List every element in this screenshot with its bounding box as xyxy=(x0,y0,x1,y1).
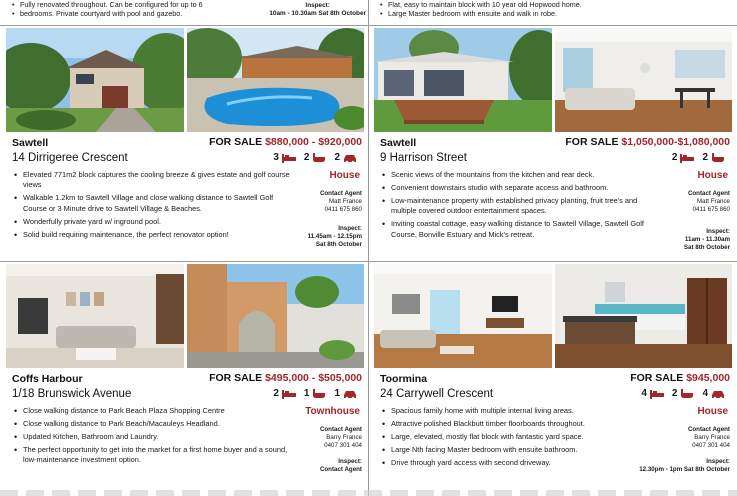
contact-label: Contact Agent xyxy=(687,426,730,433)
inspect-label: Inspect: xyxy=(338,225,362,232)
row-divider-top xyxy=(0,25,737,26)
inspect-day: Sat 8th October xyxy=(683,244,730,251)
listing-bullet: • Convenient downstairs studio with separate access and bathroom. xyxy=(380,183,658,193)
listing-suburb: Sawtell xyxy=(380,137,417,149)
for-sale-label: FOR SALE xyxy=(630,372,684,384)
agent-phone[interactable]: 0411 675 860 xyxy=(324,206,362,213)
top-right-bullet: • Flat, easy to maintain block with 10 year old Hopwood home. xyxy=(378,0,728,9)
listing-price: $1,050,000-$1,080,000 xyxy=(621,136,730,148)
listing-features xyxy=(672,152,730,163)
for-sale-label: FOR SALE xyxy=(209,136,263,148)
bath-icon xyxy=(312,153,326,163)
agent-contact xyxy=(664,190,730,214)
listing-bullets xyxy=(12,170,290,243)
listing-price: $495,000 - $505,000 xyxy=(265,372,362,384)
listing-bullet: • Large Nth facing Master bedroom with ensuite bathroom. xyxy=(380,445,658,455)
kitchen-photo[interactable] xyxy=(555,264,732,368)
listing-suburb: Toormina xyxy=(380,373,428,385)
inspection-times xyxy=(658,228,730,252)
listing-suburb: Coffs Harbour xyxy=(12,373,83,385)
inspect-time: 11am - 11.30am xyxy=(684,236,730,243)
listing-card[interactable] xyxy=(6,28,364,260)
listing-address: 9 Harrison Street xyxy=(380,152,467,164)
listing-bullet: • Spacious family home with multiple internal living areas. xyxy=(380,406,658,416)
agent-name: Matt France xyxy=(328,198,362,205)
property-type: Townhouse xyxy=(305,406,360,417)
listing-bullet: • Large, elevated, mostly flat block with fantastic yard space. xyxy=(380,432,658,442)
inspect-time: 11.45am - 12.15pm xyxy=(307,233,362,240)
house-deck-photo[interactable] xyxy=(374,28,552,132)
top-right-bullets xyxy=(378,0,728,18)
living-room-photo[interactable] xyxy=(555,28,732,132)
listing-photos xyxy=(6,28,364,132)
inspection-times xyxy=(290,225,362,249)
listing-address: 24 Carrywell Crescent xyxy=(380,388,494,400)
bath-icon xyxy=(312,389,326,399)
top-inspect-label: Inspect: xyxy=(305,2,330,9)
agent-contact xyxy=(296,190,362,214)
top-left-remnant xyxy=(10,0,366,24)
top-right-bullet: • Large Master bedroom with ensuite and walk in robe. xyxy=(378,9,728,18)
listing-bullet: • Low-maintenance property with established privacy planting, fruit tree's and multiple covered outdoor entertainment spaces. xyxy=(380,196,658,217)
listing-features xyxy=(641,388,730,399)
listing-suburb: Sawtell xyxy=(12,137,49,149)
top-left-inspect xyxy=(269,2,366,18)
bed-icon xyxy=(680,153,694,163)
listing-price-line xyxy=(630,372,730,384)
inspection-times xyxy=(290,458,362,474)
contact-label: Contact Agent xyxy=(687,190,730,197)
car-count: 4 xyxy=(702,388,708,399)
listing-photos xyxy=(6,264,364,368)
listing-address: 1/18 Brunswick Avenue xyxy=(12,388,132,400)
listing-bullets xyxy=(380,170,658,243)
bed-count: 4 xyxy=(641,388,647,399)
bath-count: 1 xyxy=(303,388,310,399)
listing-bullet: • Attractive polished Blackbutt timber floorboards throughout. xyxy=(380,419,658,429)
car-count: 1 xyxy=(334,388,340,399)
listing-bullet: • Wonderfully private yard w/ inground pool. xyxy=(12,217,290,227)
inspect-label: Inspect: xyxy=(706,228,730,235)
for-sale-label: FOR SALE xyxy=(209,372,263,384)
car-count: 2 xyxy=(334,152,340,163)
inspection-times xyxy=(610,458,730,474)
for-sale-label: FOR SALE xyxy=(565,136,619,148)
bath-count: 2 xyxy=(303,152,310,163)
listing-bullet: • Scenic views of the mountains from the kitchen and rear deck. xyxy=(380,170,658,180)
listing-bullet: • Close walking distance to Park Beach Plaza Shopping Centre xyxy=(12,406,290,416)
courtyard-photo[interactable] xyxy=(187,264,364,368)
contact-label: Contact Agent xyxy=(319,426,362,433)
agent-phone[interactable]: 0407 301 404 xyxy=(692,442,730,449)
listing-bullet: • Close walking distance to Park Beach/Macauleys Headland. xyxy=(12,419,290,429)
listing-bullet: • Updated Kitchen, Bathroom and Laundry. xyxy=(12,432,290,442)
agent-phone[interactable]: 0411 675 860 xyxy=(692,206,730,213)
row-divider-middle xyxy=(0,261,737,262)
bed-count: 2 xyxy=(273,388,279,399)
bed-icon xyxy=(650,389,664,399)
inspect-time: 12.30pm - 1pm Sat 8th October xyxy=(639,466,730,473)
inspect-label: Inspect: xyxy=(338,458,362,465)
car-icon xyxy=(711,389,725,399)
listing-bullet: • Solid build requiring maintenance, the perfect renovator option! xyxy=(12,230,290,240)
property-type: House xyxy=(697,170,728,181)
listing-photos xyxy=(374,264,732,368)
bath-count: 2 xyxy=(671,388,678,399)
listing-price-line xyxy=(209,136,362,148)
car-icon xyxy=(343,153,357,163)
lounge-photo[interactable] xyxy=(6,264,184,368)
listing-address: 14 Dirrigeree Crescent xyxy=(12,152,128,164)
listing-bullet: • Elevated 771m2 block captures the cooling breeze & gives estate and golf course views xyxy=(12,170,290,191)
bed-icon xyxy=(282,389,296,399)
listing-price: $945,000 xyxy=(686,372,730,384)
listing-photos xyxy=(374,28,732,132)
inspect-day: Sat 8th October xyxy=(315,241,362,248)
house-exterior-photo[interactable] xyxy=(6,28,184,132)
listing-card[interactable] xyxy=(374,264,732,496)
bed-icon xyxy=(282,153,296,163)
bath-icon xyxy=(680,389,694,399)
listing-bullet: • Drive through yard access with second driveway. xyxy=(380,458,658,468)
top-left-bullet: • Fully renovated throughout. Can be configured for up to 6 xyxy=(10,0,366,9)
agent-contact xyxy=(296,426,362,450)
property-type: House xyxy=(697,406,728,417)
top-inspect-time: 10am - 10.30am Sat 8th October xyxy=(269,10,366,17)
listing-bullet: • Walkable 1.2km to Sawtell Village and close walking distance to Sawtell Golf Course or 3 Minute drive to Sawtell Village & Beaches. xyxy=(12,193,290,214)
listing-features xyxy=(273,152,362,163)
agent-phone[interactable]: 0407 301 404 xyxy=(324,442,362,449)
bottom-remnant xyxy=(0,490,737,496)
inspect-label: Inspect: xyxy=(706,458,730,465)
agent-name: Barry France xyxy=(694,434,730,441)
listing-bullets xyxy=(12,406,290,468)
agent-name: Barry France xyxy=(326,434,362,441)
listing-features xyxy=(273,388,362,399)
listing-price-line xyxy=(565,136,730,148)
column-divider xyxy=(368,0,369,496)
bed-count: 3 xyxy=(273,152,279,163)
top-left-bullet: • bedrooms. Private courtyard with pool and gazebo. xyxy=(10,9,366,18)
bed-count: 2 xyxy=(671,152,678,163)
listing-card[interactable] xyxy=(6,264,364,496)
car-icon xyxy=(343,389,357,399)
top-right-remnant xyxy=(378,0,728,24)
listing-price-line xyxy=(209,372,362,384)
listing-price: $880,000 - $920,000 xyxy=(265,136,362,148)
inspect-time: Contact Agent xyxy=(319,466,362,473)
contact-label: Contact Agent xyxy=(319,190,362,197)
listing-bullet: • Inviting coastal cottage, easy walking distance to Sawtell Village, Sawtell Golf Course, Bonville Estuary and Mick's retreat. xyxy=(380,219,658,240)
bath-icon xyxy=(711,153,725,163)
listing-bullet: • The perfect opportunity to get into the market for a first home buyer and a sound, low-maintenance investment option. xyxy=(12,445,290,466)
pool-photo[interactable] xyxy=(187,28,364,132)
listing-card[interactable] xyxy=(374,28,732,260)
family-room-photo[interactable] xyxy=(374,264,552,368)
agent-contact xyxy=(664,426,730,450)
property-type: House xyxy=(329,170,360,181)
bath-count: 2 xyxy=(702,152,708,163)
agent-name: Matt France xyxy=(696,198,730,205)
